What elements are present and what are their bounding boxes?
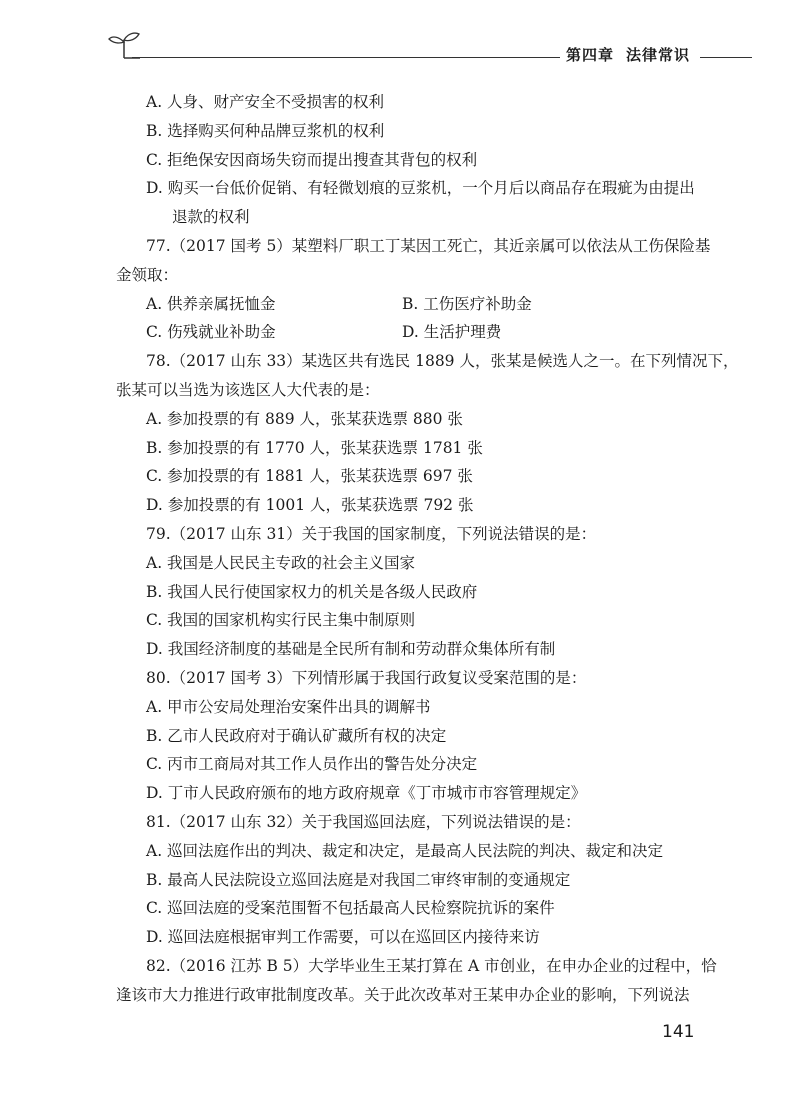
text-line: 逢该市大力推进行政审批制度改革。关于此次改革对王某申办企业的影响，下列说法	[116, 985, 690, 1004]
question-stem: 77.（2017 国考 5）某塑料厂职工丁某因工死亡，其近亲属可以依法从工伤保险基	[146, 236, 711, 255]
page-number: 141	[662, 1022, 695, 1042]
option-text: D. 生活护理费	[402, 323, 502, 342]
option-text: D. 丁市人民政府颁布的地方政府规章《丁市城市市容管理规定》	[146, 784, 587, 803]
option-text: C. 我国的国家机构实行民主集中制原则	[146, 611, 416, 630]
question-text	[116, 88, 739, 1010]
option-text: C. 拒绝保安因商场失窃而提出搜查其背包的权利	[146, 150, 478, 169]
option-text: A. 供养亲属抚恤金	[146, 294, 276, 313]
option-row	[116, 290, 696, 319]
option-text: D. 购买一台低价促销、有轻微划痕的豆浆机，一个月后以商品存在瑕疵为由提出	[146, 179, 695, 198]
option-text: B. 选择购买何种品牌豆浆机的权利	[146, 121, 385, 140]
chapter-title	[566, 44, 690, 65]
option-text: B. 参加投票的有 1770 人，张某获选票 1781 张	[146, 438, 483, 457]
page-header	[0, 0, 800, 70]
question-stem: 81.（2017 山东 32）关于我国巡回法庭，下列说法错误的是：	[146, 812, 581, 831]
option-text: B. 工伤医疗补助金	[402, 294, 532, 313]
chapter-number: 第四章	[566, 46, 615, 64]
option-text: A. 人身、财产安全不受损害的权利	[146, 93, 385, 111]
option-text: A. 巡回法庭作出的判决、裁定和决定，是最高人民法院的判决、裁定和决定	[146, 841, 664, 860]
question-stem: 79.（2017 山东 31）关于我国的国家制度，下列说法错误的是：	[146, 524, 597, 543]
option-text: C. 参加投票的有 1881 人，张某获选票 697 张	[146, 467, 473, 486]
header-rule-right	[700, 57, 752, 58]
option-text: B. 最高人民法院设立巡回法庭是对我国二审终审制的变通规定	[146, 870, 571, 889]
option-text: B. 我国人民行使国家权力的机关是各级人民政府	[146, 582, 478, 601]
chapter-name: 法律常识	[626, 46, 691, 64]
sprout-icon	[106, 30, 142, 60]
option-text: A. 甲市公安局处理治安案件出具的调解书	[146, 697, 431, 716]
option-text: D. 参加投票的有 1001 人，张某获选票 792 张	[146, 496, 474, 515]
option-text: A. 我国是人民民主专政的社会主义国家	[146, 553, 416, 572]
option-text: D. 我国经济制度的基础是全民所有制和劳动群众集体所有制	[146, 640, 556, 659]
option-text: D. 巡回法庭根据审判工作需要，可以在巡回区内接待来访	[146, 928, 540, 947]
text-line: 张某可以当选为该选区人大代表的是：	[116, 380, 380, 399]
question-stem: 80.（2017 国考 3）下列情形属于我国行政复议受案范围的是：	[146, 668, 587, 687]
option-text: A. 参加投票的有 889 人，张某获选票 880 张	[146, 409, 463, 428]
text-line: 金领取：	[116, 265, 179, 284]
option-text: B. 乙市人民政府对于确认矿藏所有权的决定	[146, 726, 447, 745]
question-stem: 82.（2016 江苏 B 5）大学毕业生王某打算在 A 市创业，在申办企业的过程中，恰	[146, 956, 717, 975]
header-rule-left	[132, 57, 560, 58]
option-text: C. 丙市工商局对其工作人员作出的警告处分决定	[146, 755, 478, 774]
option-text: C. 巡回法庭的受案范围暂不包括最高人民检察院抗诉的案件	[146, 899, 555, 918]
text-line: 退款的权利	[172, 208, 250, 227]
option-text: C. 伤残就业补助金	[146, 323, 276, 342]
question-stem: 78.（2017 山东 33）某选区共有选民 1889 人，张某是候选人之一。在下列情况下，	[146, 352, 739, 371]
option-row	[116, 318, 696, 347]
